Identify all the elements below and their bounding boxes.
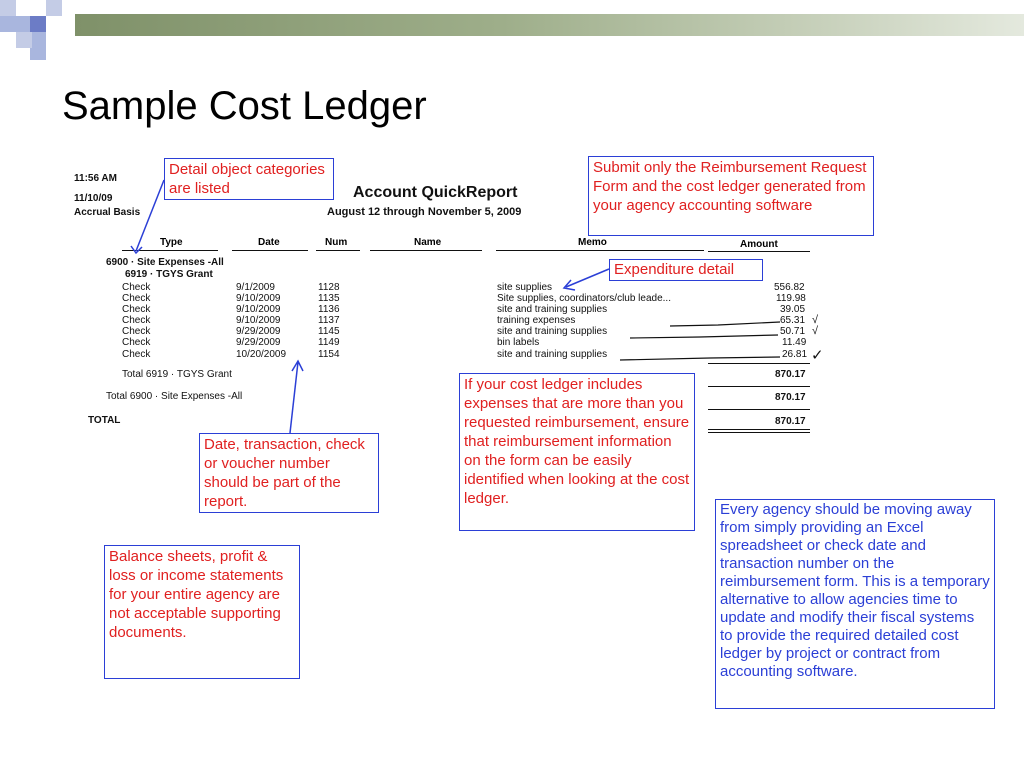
row-memo: site supplies [497, 282, 553, 293]
row-type: Check [122, 282, 151, 293]
grand-total-label: TOTAL [88, 415, 121, 426]
report-basis: Accrual Basis [74, 207, 141, 218]
arrow-expenditure [566, 269, 609, 287]
row-memo: site and training supplies [497, 349, 608, 360]
check-mark: √ [812, 314, 819, 326]
callout-balance-sheets-text: Balance sheets, profit & loss or income statements for your entire agency are not acceptable supporting documents. [109, 548, 284, 641]
row-memo: training expenses [497, 315, 576, 326]
subaccount-heading: 6919 · TGYS Grant [125, 269, 213, 280]
row-date: 9/1/2009 [236, 282, 275, 293]
row-amount: 65.31 [780, 315, 806, 326]
report-period: August 12 through November 5, 2009 [327, 206, 522, 218]
arrow-date-transaction [290, 362, 298, 433]
col-name: Name [414, 237, 442, 248]
check-mark: ✓ [811, 347, 824, 364]
row-memo: Site supplies, coordinators/club leade... [497, 293, 671, 304]
row-amount: 11.49 [782, 337, 807, 348]
grand-total-amount: 870.17 [775, 416, 806, 427]
col-num: Num [325, 237, 348, 248]
account-total-amount: 870.17 [775, 392, 806, 403]
row-date: 10/20/2009 [236, 349, 287, 360]
callout-submit-only-text: Submit only the Reimbursement Request Form and the cost ledger generated from your agency accounting software [593, 159, 867, 214]
row-type: Check [122, 315, 151, 326]
row-amount: 26.81 [782, 349, 808, 360]
report-title: Account QuickReport [353, 184, 518, 201]
row-type: Check [122, 326, 151, 337]
account-total-label: Total 6900 · Site Expenses -All [106, 391, 243, 402]
row-date: 9/29/2009 [236, 337, 281, 348]
subtotal-label: Total 6919 · TGYS Grant [122, 369, 232, 380]
row-num: 1136 [318, 304, 340, 315]
row-num: 1128 [318, 282, 340, 293]
callout-expenditure-detail-text: Expenditure detail [614, 261, 735, 278]
row-amount: 50.71 [780, 326, 806, 337]
row-date: 9/10/2009 [236, 293, 281, 304]
row-type: Check [122, 304, 151, 315]
report-time: 11:56 AM [74, 173, 117, 184]
row-amount: 39.05 [780, 304, 806, 315]
row-type: Check [122, 293, 151, 304]
col-type: Type [160, 237, 183, 248]
row-num: 1137 [318, 315, 340, 326]
row-num: 1154 [318, 349, 340, 360]
check-mark: √ [812, 325, 819, 337]
callout-cost-ledger-more-text: If your cost ledger includes expenses that are more than you requested reimbursement, ensure that reimbursement information on the form can be easily identified when looking at the cost ledger. [464, 376, 690, 507]
row-num: 1135 [318, 293, 340, 304]
callout-every-agency-text: Every agency should be moving away from simply providing an Excel spreadsheet or check date and transaction number on the reimbursement form. This is a temporary alternative to allow agencies time to update and modify their fiscal systems to provide the required detailed cost ledger by project or contract from accounting software. [720, 501, 990, 680]
row-memo: bin labels [497, 337, 540, 348]
slide-title: Sample Cost Ledger [62, 84, 427, 128]
account-heading: 6900 · Site Expenses -All [106, 257, 224, 268]
col-amount: Amount [740, 239, 778, 250]
report-date: 11/10/09 [74, 193, 113, 204]
col-date: Date [258, 237, 280, 248]
row-date: 9/29/2009 [236, 326, 281, 337]
row-type: Check [122, 349, 151, 360]
row-num: 1149 [318, 337, 340, 348]
callout-detail-object-text: Detail object categories are listed [169, 161, 325, 197]
row-type: Check [122, 337, 151, 348]
row-amount: 119.98 [776, 293, 806, 304]
row-memo: site and training supplies [497, 326, 608, 337]
callout-date-transaction-text: Date, transaction, check or voucher number should be part of the report. [204, 436, 365, 510]
row-num: 1145 [318, 326, 340, 337]
row-date: 9/10/2009 [236, 315, 281, 326]
row-date: 9/10/2009 [236, 304, 281, 315]
arrow-detail-object [136, 180, 164, 251]
row-amount: 556.82 [774, 282, 805, 293]
subtotal-amount: 870.17 [775, 369, 806, 380]
col-memo: Memo [578, 237, 607, 248]
row-memo: site and training supplies [497, 304, 608, 315]
